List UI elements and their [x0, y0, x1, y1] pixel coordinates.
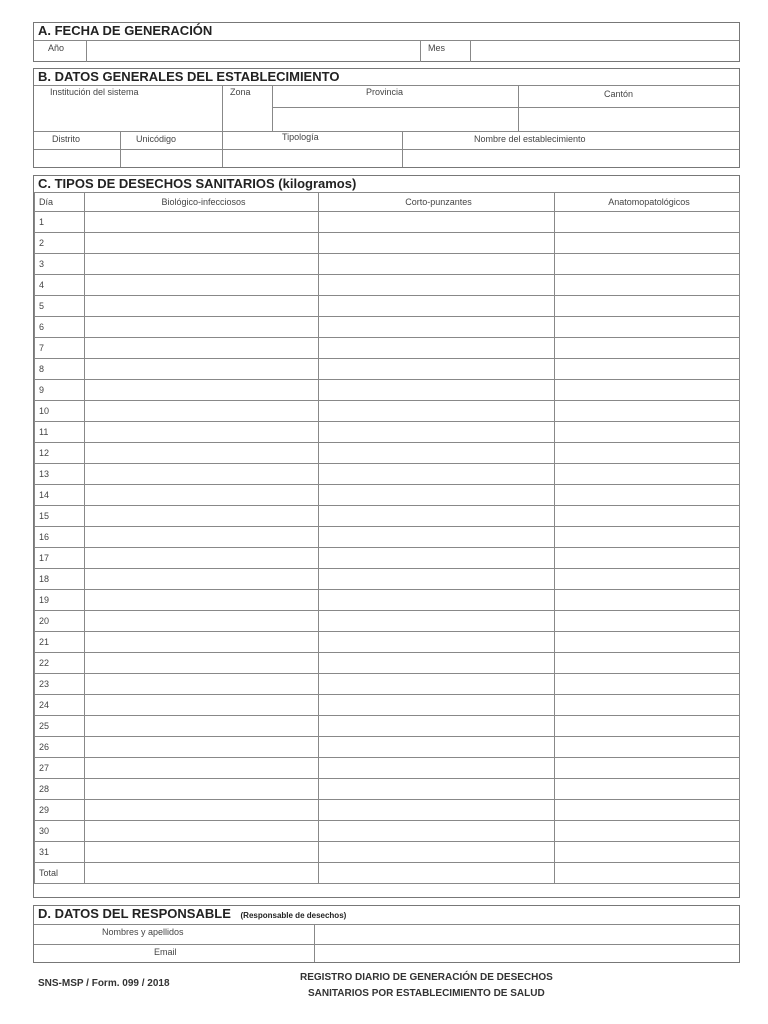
biologic-cell[interactable] — [85, 401, 319, 422]
section-a — [33, 22, 740, 62]
anatomo-cell[interactable] — [555, 233, 740, 254]
form-code: SNS-MSP / Form. 099 / 2018 — [38, 978, 170, 989]
anatomo-cell[interactable] — [555, 317, 740, 338]
anatomo-cell[interactable] — [555, 359, 740, 380]
table-row — [35, 800, 740, 821]
anatomo-cell[interactable] — [555, 737, 740, 758]
day-number: 6 — [35, 317, 85, 338]
sharps-cell[interactable] — [319, 779, 555, 800]
total-label: Total — [35, 863, 85, 884]
section-c-title: C. TIPOS DE DESECHOS SANITARIOS (kilogramos) — [38, 176, 357, 191]
section-b — [33, 68, 740, 168]
day-number: 25 — [35, 716, 85, 737]
biologic-cell[interactable] — [85, 674, 319, 695]
anatomo-cell[interactable] — [555, 800, 740, 821]
sharps-cell[interactable] — [319, 800, 555, 821]
day-number: 13 — [35, 464, 85, 485]
biologic-cell[interactable] — [85, 779, 319, 800]
sharps-cell[interactable] — [319, 275, 555, 296]
anatomo-cell[interactable] — [555, 548, 740, 569]
biologic-cell[interactable] — [85, 527, 319, 548]
sharps-cell[interactable] — [319, 674, 555, 695]
biologic-cell[interactable] — [85, 695, 319, 716]
biologic-cell[interactable] — [85, 800, 319, 821]
year-field[interactable] — [87, 41, 421, 62]
day-number: 28 — [35, 779, 85, 800]
sharps-cell[interactable] — [319, 548, 555, 569]
day-number: 12 — [35, 443, 85, 464]
form-title-line1: REGISTRO DIARIO DE GENERACIÓN DE DESECHOS — [300, 972, 553, 983]
day-number: 29 — [35, 800, 85, 821]
biologic-cell[interactable] — [85, 359, 319, 380]
day-number: 31 — [35, 842, 85, 863]
form-title-line2: SANITARIOS POR ESTABLECIMIENTO DE SALUD — [308, 988, 545, 999]
day-number: 19 — [35, 590, 85, 611]
anatomo-cell[interactable] — [555, 212, 740, 233]
sharps-cell[interactable] — [319, 380, 555, 401]
day-number: 27 — [35, 758, 85, 779]
sharps-cell[interactable] — [319, 590, 555, 611]
waste-table-body — [35, 212, 740, 884]
table-row — [35, 212, 740, 233]
day-number: 18 — [35, 569, 85, 590]
day-number: 10 — [35, 401, 85, 422]
day-number: 5 — [35, 296, 85, 317]
unicode-label: Unicódigo — [136, 134, 177, 144]
anatomo-cell[interactable] — [555, 338, 740, 359]
sharps-cell[interactable] — [319, 821, 555, 842]
sharps-cell[interactable] — [319, 695, 555, 716]
table-row — [35, 821, 740, 842]
biologic-cell[interactable] — [85, 821, 319, 842]
biologic-cell[interactable] — [85, 842, 319, 863]
table-row — [35, 401, 740, 422]
waste-table-header — [35, 193, 740, 212]
day-number: 30 — [35, 821, 85, 842]
sharps-cell[interactable] — [319, 254, 555, 275]
anatomo-cell[interactable] — [555, 443, 740, 464]
table-row — [35, 611, 740, 632]
typology-label: Tipología — [282, 132, 319, 142]
sharps-cell[interactable] — [319, 212, 555, 233]
biologic-cell[interactable] — [85, 212, 319, 233]
sharps-cell[interactable] — [319, 737, 555, 758]
table-row — [35, 632, 740, 653]
biologic-cell[interactable] — [85, 590, 319, 611]
day-number: 20 — [35, 611, 85, 632]
anatomo-cell[interactable] — [555, 275, 740, 296]
table-row — [35, 653, 740, 674]
year-label: Año — [48, 43, 65, 53]
day-number: 17 — [35, 548, 85, 569]
table-row — [35, 296, 740, 317]
day-number: 26 — [35, 737, 85, 758]
table-row — [35, 590, 740, 611]
table-row — [35, 359, 740, 380]
biologic-cell[interactable] — [85, 296, 319, 317]
anatomo-cell[interactable] — [555, 254, 740, 275]
sharps-cell[interactable] — [319, 296, 555, 317]
table-row — [35, 506, 740, 527]
anatomo-cell[interactable] — [555, 296, 740, 317]
day-number: 24 — [35, 695, 85, 716]
table-row — [35, 485, 740, 506]
table-row — [35, 233, 740, 254]
table-row — [35, 317, 740, 338]
biologic-cell[interactable] — [85, 863, 319, 884]
total-row — [35, 863, 740, 884]
anatomo-cell[interactable] — [555, 464, 740, 485]
facility-name-label: Nombre del establecimiento — [474, 134, 586, 144]
table-row — [35, 737, 740, 758]
table-row — [35, 254, 740, 275]
sharps-cell[interactable] — [319, 317, 555, 338]
day-number: 8 — [35, 359, 85, 380]
biologic-cell[interactable] — [85, 506, 319, 527]
sharps-cell[interactable] — [319, 401, 555, 422]
table-row — [35, 779, 740, 800]
sharps-cell[interactable] — [319, 653, 555, 674]
sharps-cell[interactable] — [319, 716, 555, 737]
day-number: 15 — [35, 506, 85, 527]
table-row — [35, 275, 740, 296]
responsible-email-field[interactable] — [315, 945, 739, 962]
table-row — [35, 674, 740, 695]
day-number: 21 — [35, 632, 85, 653]
biologic-cell[interactable] — [85, 317, 319, 338]
biologic-cell[interactable] — [85, 716, 319, 737]
section-d-subtitle: (Responsable de desechos) — [240, 911, 347, 920]
anatomo-cell[interactable] — [555, 422, 740, 443]
biologic-cell[interactable] — [85, 485, 319, 506]
anatomo-cell[interactable] — [555, 506, 740, 527]
responsible-email-label: Email — [154, 947, 177, 957]
section-c — [33, 175, 740, 898]
sharps-cell[interactable] — [319, 863, 555, 884]
month-label: Mes — [428, 43, 446, 53]
anatomo-cell[interactable] — [555, 716, 740, 737]
month-field[interactable] — [471, 41, 739, 62]
sharps-cell[interactable] — [319, 842, 555, 863]
table-row — [35, 464, 740, 485]
biologic-cell[interactable] — [85, 611, 319, 632]
section-a-title: A. FECHA DE GENERACIÓN — [38, 23, 213, 38]
day-number: 14 — [35, 485, 85, 506]
table-row — [35, 716, 740, 737]
biologic-cell[interactable] — [85, 422, 319, 443]
biologic-cell[interactable] — [85, 254, 319, 275]
anatomo-cell[interactable] — [555, 611, 740, 632]
sharps-cell[interactable] — [319, 338, 555, 359]
table-row — [35, 422, 740, 443]
anatomo-cell[interactable] — [555, 590, 740, 611]
sharps-cell[interactable] — [319, 632, 555, 653]
biologic-cell[interactable] — [85, 653, 319, 674]
section-d-title-text: D. DATOS DEL RESPONSABLE — [38, 906, 231, 921]
responsible-name-field[interactable] — [315, 925, 739, 944]
anatomo-cell[interactable] — [555, 380, 740, 401]
sharps-cell[interactable] — [319, 464, 555, 485]
anatomo-cell[interactable] — [555, 569, 740, 590]
biologic-cell[interactable] — [85, 548, 319, 569]
table-row — [35, 695, 740, 716]
day-number: 2 — [35, 233, 85, 254]
day-number: 9 — [35, 380, 85, 401]
sharps-cell[interactable] — [319, 527, 555, 548]
province-label: Provincia — [366, 87, 404, 97]
anatomo-cell[interactable] — [555, 401, 740, 422]
sharps-cell[interactable] — [319, 758, 555, 779]
table-row — [35, 380, 740, 401]
responsible-name-label: Nombres y apellidos — [102, 927, 184, 937]
sharps-cell[interactable] — [319, 485, 555, 506]
biologic-cell[interactable] — [85, 443, 319, 464]
sharps-cell[interactable] — [319, 422, 555, 443]
anatomo-cell[interactable] — [555, 632, 740, 653]
table-row — [35, 443, 740, 464]
biologic-cell[interactable] — [85, 338, 319, 359]
anatomo-cell[interactable] — [555, 863, 740, 884]
section-d — [33, 905, 740, 963]
sharps-cell[interactable] — [319, 233, 555, 254]
biologic-cell[interactable] — [85, 569, 319, 590]
day-number: 4 — [35, 275, 85, 296]
sharps-cell[interactable] — [319, 359, 555, 380]
biologic-cell[interactable] — [85, 275, 319, 296]
anatomo-cell[interactable] — [555, 527, 740, 548]
day-number: 23 — [35, 674, 85, 695]
anatomo-cell[interactable] — [555, 695, 740, 716]
biologic-cell[interactable] — [85, 632, 319, 653]
district-label: Distrito — [52, 134, 81, 144]
sharps-cell[interactable] — [319, 443, 555, 464]
sharps-cell[interactable] — [319, 611, 555, 632]
biologic-cell[interactable] — [85, 758, 319, 779]
sharps-cell[interactable] — [319, 569, 555, 590]
institution-label: Institución del sistema — [50, 87, 139, 97]
col-sharps: Corto-punzantes — [319, 193, 555, 212]
canton-label: Cantón — [604, 89, 634, 99]
col-biologic: Biológico-infecciosos — [85, 193, 319, 212]
anatomo-cell[interactable] — [555, 779, 740, 800]
waste-table — [34, 192, 740, 884]
day-number: 1 — [35, 212, 85, 233]
biologic-cell[interactable] — [85, 233, 319, 254]
section-b-title: B. DATOS GENERALES DEL ESTABLECIMIENTO — [38, 69, 340, 84]
anatomo-cell[interactable] — [555, 485, 740, 506]
day-number: 11 — [35, 422, 85, 443]
table-row — [35, 758, 740, 779]
col-day: Día — [35, 193, 85, 212]
day-number: 16 — [35, 527, 85, 548]
biologic-cell[interactable] — [85, 380, 319, 401]
anatomo-cell[interactable] — [555, 653, 740, 674]
table-row — [35, 569, 740, 590]
table-row — [35, 548, 740, 569]
table-row — [35, 842, 740, 863]
day-number: 7 — [35, 338, 85, 359]
col-anatomo: Anatomopatológicos — [555, 193, 740, 212]
day-number: 22 — [35, 653, 85, 674]
sharps-cell[interactable] — [319, 506, 555, 527]
biologic-cell[interactable] — [85, 464, 319, 485]
day-number: 3 — [35, 254, 85, 275]
anatomo-cell[interactable] — [555, 821, 740, 842]
zone-label: Zona — [230, 87, 251, 97]
section-d-title — [38, 906, 346, 921]
table-row — [35, 338, 740, 359]
anatomo-cell[interactable] — [555, 674, 740, 695]
table-row — [35, 527, 740, 548]
anatomo-cell[interactable] — [555, 758, 740, 779]
anatomo-cell[interactable] — [555, 842, 740, 863]
biologic-cell[interactable] — [85, 737, 319, 758]
